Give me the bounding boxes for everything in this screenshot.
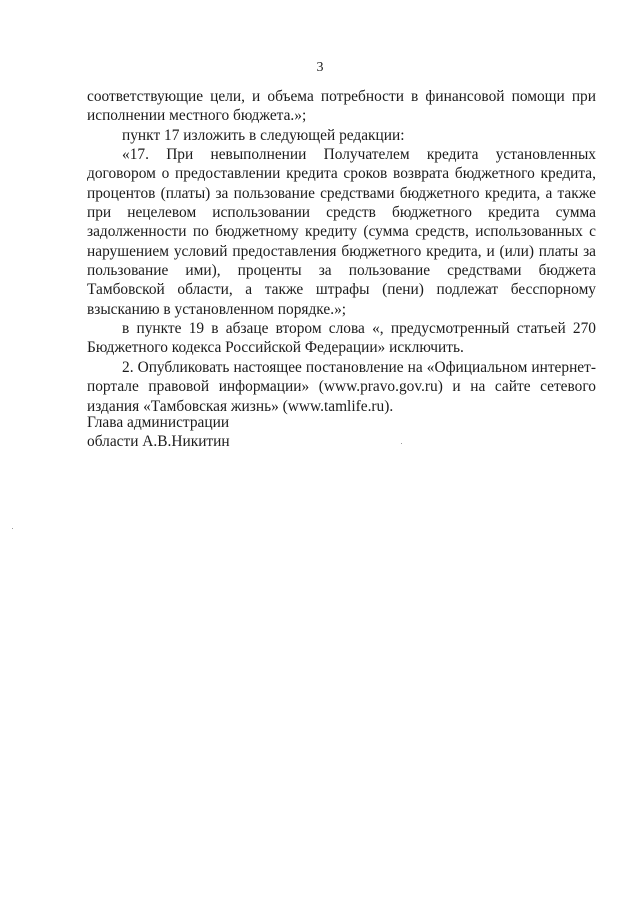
paragraph-item-17-intro: пункт 17 изложить в следующей редакции: [122, 126, 405, 144]
paragraph-continuation: соответствующие цели, и объема потребности в финансовой помощи при исполнении местного бюджета.»; [87, 88, 596, 125]
signature-name: области А.В.Никитин [87, 433, 230, 450]
signature-title: Глава администрации [87, 414, 230, 431]
document-body [87, 87, 596, 416]
paragraph-item-19: в пункте 19 в абзаце втором слова «, предусмотренный статьей 270 Бюджетного кодекса Российской Федерации» исключить. [87, 320, 596, 357]
paragraph-publication: 2. Опубликовать настоящее постановление на «Официальном интернет-портале правовой информации» (www.pravo.gov.ru) и на сайте сетевого издания «Тамбовская жизнь» (www.tamlife.ru). [87, 358, 596, 415]
scan-speck [401, 443, 402, 444]
page-number: 3 [316, 60, 324, 75]
signature-block [87, 413, 230, 451]
scan-speck [12, 528, 13, 529]
paragraph-item-17-text: «17. При невыполнении Получателем кредита установленных договором о предоставлении кредита сроков возврата бюджетного кредита, процентов (платы) за пользование средствами бюджетного кредита, а также при нецелевом использовании средств бюджетного кредита сумма задолженности по бюджетному кредиту (сумма средств, использованных с нарушением условий предоставления бюджетного кредита, и (или) платы за пользование ими), проценты за пользование средствами бюджета Тамбовской области, а также штрафы (пени) подлежат бесспорному взысканию в установленном порядке.»; [87, 146, 596, 318]
